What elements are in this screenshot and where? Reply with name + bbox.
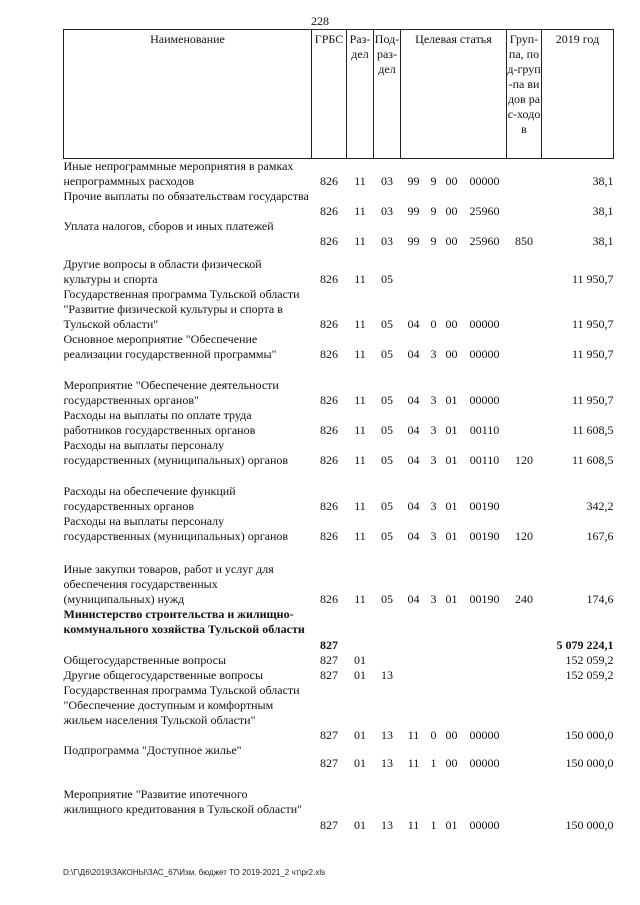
- cell-razdel: 11: [354, 529, 366, 543]
- cell-t4: [463, 653, 507, 668]
- cell-amount: 5 079 224,1: [556, 638, 614, 652]
- cell-amount: 152 059,2: [565, 668, 614, 682]
- cell-amount: 174,6: [586, 592, 614, 606]
- cell-name: Государственная программа Тульской области "Обеспечение доступным и комфортным жильем населения Тульской области": [63, 683, 300, 727]
- table-row: [64, 159, 614, 190]
- cell-podrazdel: 05: [381, 347, 393, 361]
- table-row: [64, 653, 614, 668]
- cell-t3: 00: [445, 756, 458, 770]
- table-row: [64, 287, 614, 332]
- cell-vid: [507, 159, 542, 190]
- spacer-cell: [64, 362, 614, 378]
- cell-t1: 99: [407, 174, 420, 188]
- spacer-cell: [64, 249, 614, 257]
- cell-t1: 99: [407, 204, 420, 218]
- cell-t4: 00000: [469, 347, 500, 361]
- row-spacer: [64, 544, 614, 562]
- header-vid: Груп-па, под-груп-па видов рас-ходов: [507, 30, 542, 159]
- cell-grbs: 826: [320, 204, 338, 218]
- cell-vid: [507, 668, 542, 683]
- budget-table: [63, 29, 614, 833]
- cell-podrazdel: [374, 653, 401, 668]
- cell-t2: 9: [430, 234, 437, 248]
- cell-amount: 11 950,7: [571, 347, 614, 361]
- cell-vid: [507, 653, 542, 668]
- cell-t4: 00000: [469, 818, 500, 832]
- cell-t4: 00110: [469, 453, 500, 467]
- cell-podrazdel: 05: [381, 393, 393, 407]
- cell-razdel: 01: [354, 668, 366, 682]
- table-row: [64, 378, 614, 408]
- cell-podrazdel: 03: [381, 174, 393, 188]
- cell-t4: 00110: [469, 423, 500, 437]
- cell-name: Другие общегосударственные вопросы: [63, 668, 264, 682]
- cell-t4: 00000: [469, 393, 500, 407]
- cell-t4: 00000: [469, 728, 500, 742]
- cell-razdel: 01: [354, 756, 366, 770]
- cell-t2: [427, 607, 441, 653]
- table-row: [64, 607, 614, 653]
- footer-path: D:\Г\Д6\2019\ЗАКОНЫ\ЗАС_67\Изм. бюджет ТО 2019-2021_2 чт\pr2.xls: [63, 868, 326, 877]
- cell-t1: [401, 668, 427, 683]
- cell-podrazdel: 13: [381, 728, 393, 742]
- cell-amount: 152 059,2: [565, 653, 614, 667]
- header-razdel: Раз-дел: [347, 30, 374, 159]
- cell-t3: 01: [445, 818, 458, 832]
- cell-t1: 04: [407, 529, 420, 543]
- cell-t3: 00: [445, 234, 458, 248]
- cell-t4: 25960: [469, 234, 500, 248]
- cell-grbs: 826: [320, 423, 338, 437]
- cell-grbs: 826: [320, 234, 338, 248]
- cell-vid: [507, 332, 542, 362]
- cell-name: Общегосударственные вопросы: [63, 653, 227, 667]
- cell-t4: 00190: [469, 529, 500, 543]
- table-row: [64, 332, 614, 362]
- header-year: 2019 год: [542, 30, 614, 159]
- cell-t2: 1: [430, 756, 437, 770]
- cell-t1: [401, 653, 427, 668]
- row-spacer: [64, 362, 614, 378]
- cell-t1: 04: [407, 317, 420, 331]
- cell-vid: [507, 378, 542, 408]
- cell-amount: 11 950,7: [571, 393, 614, 407]
- cell-podrazdel: 05: [381, 272, 393, 286]
- table-row: [64, 438, 614, 468]
- cell-vid: [507, 743, 542, 771]
- cell-t4: [463, 257, 507, 287]
- cell-grbs: 826: [320, 393, 338, 407]
- cell-name: Подпрограмма "Доступное жилье": [63, 743, 242, 757]
- cell-vid: 120: [515, 453, 533, 467]
- table-header-row: [64, 30, 614, 159]
- cell-razdel: 11: [354, 347, 366, 361]
- spacer-cell: [64, 468, 614, 484]
- row-spacer: [64, 771, 614, 787]
- cell-t2: 9: [430, 204, 437, 218]
- cell-t2: 1: [430, 818, 437, 832]
- cell-t4: 00190: [469, 499, 500, 513]
- cell-podrazdel: 05: [381, 499, 393, 513]
- cell-t2: 9: [430, 174, 437, 188]
- cell-vid: [507, 257, 542, 287]
- cell-name: Расходы на выплаты персоналу государственных (муниципальных) органов: [63, 514, 289, 543]
- cell-name: Основное мероприятие "Обеспечение реализации государственной программы": [63, 332, 277, 361]
- cell-t2: 3: [430, 423, 437, 437]
- cell-podrazdel: 05: [381, 529, 393, 543]
- cell-t3: 01: [445, 453, 458, 467]
- cell-vid: [507, 189, 542, 219]
- cell-t4: [463, 668, 507, 683]
- cell-grbs: 827: [320, 668, 338, 682]
- table-row: [64, 514, 614, 544]
- cell-t2: 3: [430, 347, 437, 361]
- cell-t4: 00000: [469, 756, 500, 770]
- cell-amount: 11 608,5: [571, 423, 614, 437]
- cell-vid: [507, 408, 542, 438]
- cell-razdel: 11: [354, 174, 366, 188]
- row-spacer: [64, 249, 614, 257]
- cell-name: Иные непрограммные мероприятия в рамках непрограммных расходов: [63, 159, 294, 188]
- cell-amount: 38,1: [592, 174, 614, 188]
- cell-t4: 00000: [469, 174, 500, 188]
- table-row: [64, 484, 614, 514]
- cell-grbs: 827: [320, 728, 338, 742]
- cell-t2: 0: [430, 728, 437, 742]
- cell-podrazdel: 05: [381, 592, 393, 606]
- cell-podrazdel: 03: [381, 204, 393, 218]
- cell-t1: [401, 257, 427, 287]
- cell-razdel: [347, 607, 374, 653]
- table-row: [64, 562, 614, 607]
- cell-name: Мероприятие "Развитие ипотечного жилищного кредитования в Тульской области": [63, 787, 303, 816]
- cell-t1: 11: [407, 756, 420, 770]
- cell-t4: 00190: [469, 592, 500, 606]
- cell-grbs: 826: [320, 347, 338, 361]
- cell-t1: 11: [407, 728, 420, 742]
- cell-podrazdel: 05: [381, 453, 393, 467]
- cell-t3: 01: [445, 393, 458, 407]
- cell-grbs: 826: [320, 499, 338, 513]
- cell-grbs: 827: [320, 818, 338, 832]
- cell-grbs: 826: [320, 272, 338, 286]
- cell-t3: 01: [445, 423, 458, 437]
- cell-t2: 3: [430, 453, 437, 467]
- cell-grbs: 826: [320, 174, 338, 188]
- table-row: [64, 683, 614, 743]
- cell-t3: 00: [445, 174, 458, 188]
- cell-vid: [507, 607, 542, 653]
- cell-t3: 00: [445, 728, 458, 742]
- cell-t1: 04: [407, 453, 420, 467]
- row-spacer: [64, 468, 614, 484]
- cell-t2: 3: [430, 393, 437, 407]
- cell-name: Уплата налогов, сборов и иных платежей: [63, 219, 274, 233]
- cell-t1: 04: [407, 423, 420, 437]
- table-row: [64, 743, 614, 771]
- cell-razdel: 11: [354, 453, 366, 467]
- cell-name: Прочие выплаты по обязательствам государства: [63, 189, 309, 203]
- table-body: [64, 159, 614, 834]
- table-row: [64, 787, 614, 833]
- cell-t3: 01: [445, 529, 458, 543]
- cell-t1: 11: [407, 818, 420, 832]
- cell-vid: 850: [515, 234, 533, 248]
- cell-amount: 167,6: [586, 529, 614, 543]
- cell-amount: 11 950,7: [571, 272, 614, 286]
- cell-t3: [441, 257, 463, 287]
- cell-t2: 3: [430, 499, 437, 513]
- cell-podrazdel: 05: [381, 317, 393, 331]
- cell-vid: 240: [515, 592, 533, 606]
- cell-grbs: 826: [320, 592, 338, 606]
- cell-t3: 00: [445, 317, 458, 331]
- cell-name: Государственная программа Тульской области "Развитие физической культуры и спорта в Тульской области": [63, 287, 300, 331]
- cell-name: Мероприятие "Обеспечение деятельности государственных органов": [63, 378, 279, 407]
- cell-grbs: 826: [320, 529, 338, 543]
- cell-razdel: 11: [354, 499, 366, 513]
- cell-amount: 11 608,5: [571, 453, 614, 467]
- cell-t1: 04: [407, 393, 420, 407]
- cell-vid: [507, 287, 542, 332]
- cell-amount: 38,1: [592, 204, 614, 218]
- cell-podrazdel: [374, 607, 401, 653]
- cell-t1: 04: [407, 499, 420, 513]
- cell-podrazdel: 05: [381, 423, 393, 437]
- table-row: [64, 189, 614, 219]
- cell-t1: 04: [407, 592, 420, 606]
- cell-t3: [441, 668, 463, 683]
- cell-t3: 00: [445, 347, 458, 361]
- cell-t3: 01: [445, 592, 458, 606]
- cell-t3: 00: [445, 204, 458, 218]
- cell-t2: 3: [430, 529, 437, 543]
- cell-razdel: 11: [354, 234, 366, 248]
- cell-t4: 00000: [469, 317, 500, 331]
- cell-razdel: 01: [354, 653, 366, 667]
- cell-t1: 99: [407, 234, 420, 248]
- cell-t2: [427, 668, 441, 683]
- cell-name: Иные закупки товаров, работ и услуг для обеспечения государственных (муниципальных) нужд: [63, 562, 274, 606]
- cell-t1: [401, 607, 427, 653]
- cell-name: Расходы на выплаты персоналу государственных (муниципальных) органов: [63, 438, 289, 467]
- cell-razdel: 11: [354, 592, 366, 606]
- cell-vid: 120: [515, 529, 533, 543]
- cell-t2: 3: [430, 592, 437, 606]
- table-row: [64, 408, 614, 438]
- cell-t2: [427, 257, 441, 287]
- cell-amount: 11 950,7: [571, 317, 614, 331]
- cell-podrazdel: 13: [381, 818, 393, 832]
- cell-name: Другие вопросы в области физической культуры и спорта: [63, 257, 262, 286]
- cell-razdel: 01: [354, 728, 366, 742]
- cell-razdel: 11: [354, 317, 366, 331]
- cell-amount: 150 000,0: [565, 728, 614, 742]
- cell-vid: [507, 484, 542, 514]
- cell-podrazdel: 13: [381, 756, 393, 770]
- spacer-cell: [64, 544, 614, 562]
- header-podrazdel: Под-раз-дел: [374, 30, 401, 159]
- table-row: [64, 219, 614, 249]
- cell-grbs: 826: [320, 453, 338, 467]
- cell-grbs: 827: [320, 653, 338, 667]
- cell-vid: [507, 787, 542, 833]
- cell-podrazdel: 13: [381, 668, 393, 682]
- table-row: [64, 668, 614, 683]
- cell-amount: 150 000,0: [565, 756, 614, 770]
- cell-amount: 38,1: [592, 234, 614, 248]
- page-number: 228: [311, 14, 329, 28]
- cell-razdel: 11: [354, 393, 366, 407]
- cell-t3: [441, 653, 463, 668]
- cell-t2: 0: [430, 317, 437, 331]
- cell-t4: 25960: [469, 204, 500, 218]
- cell-name: Расходы на обеспечение функций государственных органов: [63, 484, 236, 513]
- cell-name: Расходы на выплаты по оплате труда работников государственных органов: [63, 408, 256, 437]
- cell-t1: 04: [407, 347, 420, 361]
- cell-name: Министерство строительства и жилищно-коммунального хозяйства Тульской области: [63, 607, 305, 636]
- cell-t2: [427, 653, 441, 668]
- cell-vid: [507, 683, 542, 743]
- table-row: [64, 257, 614, 287]
- cell-razdel: 11: [354, 204, 366, 218]
- header-name: Наименование: [64, 30, 312, 159]
- cell-t4: [463, 607, 507, 653]
- cell-grbs: 826: [320, 317, 338, 331]
- header-grbs: ГРБС: [312, 30, 347, 159]
- cell-podrazdel: 03: [381, 234, 393, 248]
- header-target: Целевая статья: [401, 30, 507, 159]
- cell-grbs: 827: [320, 638, 338, 652]
- cell-amount: 342,2: [586, 499, 614, 513]
- spacer-cell: [64, 771, 614, 787]
- cell-razdel: 11: [354, 423, 366, 437]
- cell-razdel: 01: [354, 818, 366, 832]
- cell-t3: [441, 607, 463, 653]
- cell-grbs: 827: [320, 756, 338, 770]
- cell-amount: 150 000,0: [565, 818, 614, 832]
- cell-t3: 01: [445, 499, 458, 513]
- cell-razdel: 11: [354, 272, 366, 286]
